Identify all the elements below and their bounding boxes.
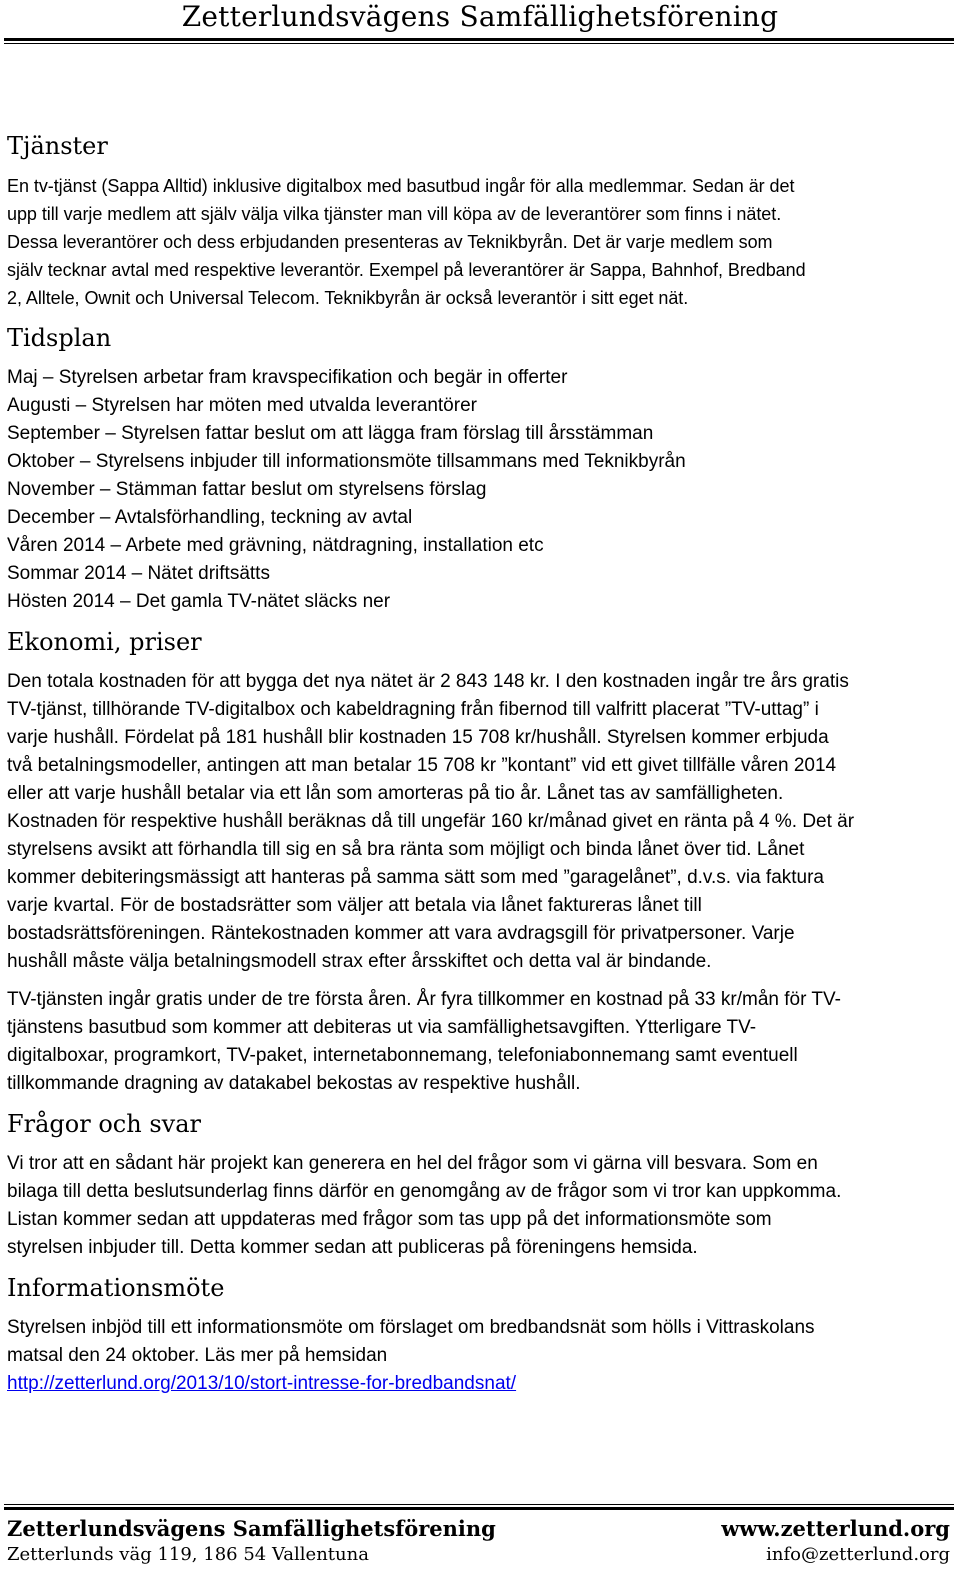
text-line: 2, Alltele, Ownit och Universal Telecom. Teknikbyrån är också leverantör i sitt eget nät. — [7, 288, 689, 308]
paragraph — [7, 668, 951, 976]
text-line: styrelsens avsikt att förhandla till sig en så bra ränta som möjligt och binda lånet över tid. Lånet — [7, 839, 805, 860]
schedule-item: Augusti – Styrelsen har möten med utvalda leverantörer — [7, 395, 477, 416]
schedule-item: Maj – Styrelsen arbetar fram kravspecifikation och begär in offerter — [7, 367, 568, 388]
article-link[interactable]: http://zetterlund.org/2013/10/stort-intresse-for-bredbandsnat/ — [7, 1373, 517, 1394]
text-line: hushåll måste välja betalningsmodell strax efter årsskiftet och detta val är bindande. — [7, 951, 712, 972]
text-line: två betalningsmodeller, antingen att man betalar 15 708 kr ”kontant” vid ett givet tillfälle våren 2014 — [7, 755, 837, 776]
section-heading: Tidsplan — [7, 324, 112, 352]
text-line: TV-tjänsten ingår gratis under de tre första åren. År fyra tillkommer en kostnad på 33 kr/mån för TV- — [7, 989, 841, 1010]
header-divider — [4, 38, 954, 41]
text-line: varje kvartal. För de bostadsrätter som väljer att betala via lånet faktureras lånet till — [7, 895, 702, 916]
text-line: kommer debiteringsmässigt att hanteras på samma sätt som med ”garagelånet”, d.v.s. via faktura — [7, 867, 824, 888]
footer-email: info@zetterlund.org — [766, 1544, 950, 1565]
text-line: styrelsen inbjuder till. Detta kommer sedan att publiceras på föreningens hemsida. — [7, 1237, 698, 1258]
document-body — [7, 128, 951, 1398]
text-line: tjänstens basutbud som kommer att debiteras ut via samfällighetsavgiften. Ytterligare TV- — [7, 1017, 757, 1038]
schedule-item: Hösten 2014 – Det gamla TV-nätet släcks ner — [7, 591, 391, 612]
schedule-item: Sommar 2014 – Nätet driftsätts — [7, 563, 270, 584]
header-title: Zetterlundsvägens Samfällighetsförening — [181, 0, 779, 33]
schedule-item: Oktober – Styrelsens inbjuder till informationsmöte tillsammans med Teknikbyrån — [7, 451, 686, 472]
footer-divider-thin — [4, 1504, 954, 1505]
header-divider-thin — [4, 43, 954, 44]
text-line: Dessa leverantörer och dess erbjudanden presenteras av Teknikbyrån. Det är varje medlem som — [7, 232, 773, 252]
text-line: eller att varje hushåll betalar via ett lån som amorteras på tio år. Lånet tas av samfälligheten. — [7, 783, 784, 804]
text-line: En tv-tjänst (Sappa Alltid) inklusive digitalbox med basutbud ingår för alla medlemmar. Sedan är det — [7, 176, 795, 196]
paragraph — [7, 1314, 951, 1398]
section-heading: Frågor och svar — [7, 1110, 201, 1138]
text-line: upp till varje medlem att själv välja vilka tjänster man vill köpa av de leverantörer som finns i nätet. — [7, 204, 782, 224]
section-heading: Tjänster — [7, 132, 108, 160]
text-line: Listan kommer sedan att uppdateras med frågor som tas upp på det informationsmöte som — [7, 1209, 772, 1230]
text-line: TV-tjänst, tillhörande TV-digitalbox och kabeldragning från fibernod till valfritt placerat ”TV-uttag” i — [7, 699, 819, 720]
paragraph — [7, 172, 951, 312]
footer-website: www.zetterlund.org — [721, 1516, 950, 1541]
text-line: själv tecknar avtal med respektive leverantör. Exempel på leverantörer är Sappa, Bahnhof, Bredband — [7, 260, 806, 280]
text-line: bostadsrättsföreningen. Räntekostnaden kommer att vara avdragsgill för privatpersoner. Varje — [7, 923, 795, 944]
text-line: matsal den 24 oktober. Läs mer på hemsidan — [7, 1345, 388, 1366]
section-tjanster — [7, 128, 951, 312]
paragraph — [7, 1150, 951, 1262]
section-heading: Informationsmöte — [7, 1274, 225, 1302]
text-line: bilaga till detta beslutsunderlag finns därför en genomgång av de frågor som vi tror kan uppkomma. — [7, 1181, 842, 1202]
schedule-item: November – Stämman fattar beslut om styrelsens förslag — [7, 479, 487, 500]
text-line: Kostnaden för respektive hushåll beräknas då till ungefär 160 kr/månad givet en ränta på 4 %. Det är — [7, 811, 855, 832]
footer-org-name: Zetterlundsvägens Samfällighetsförening — [7, 1516, 496, 1541]
text-line: Den totala kostnaden för att bygga det nya nätet är 2 843 148 kr. I den kostnaden ingår tre års gratis — [7, 671, 849, 692]
section-heading: Ekonomi, priser — [7, 628, 202, 656]
schedule-item: Våren 2014 – Arbete med grävning, nätdragning, installation etc — [7, 535, 544, 556]
section-tidsplan — [7, 320, 951, 616]
section-ekonomi — [7, 624, 951, 1098]
paragraph — [7, 986, 951, 1098]
text-line: tillkommande dragning av datakabel bekostas av respektive hushåll. — [7, 1073, 581, 1094]
schedule-item: December – Avtalsförhandling, teckning av avtal — [7, 507, 413, 528]
text-line: digitalboxar, programkort, TV-paket, internetabonnemang, telefoniabonnemang samt eventuell — [7, 1045, 798, 1066]
text-line: Vi tror att en sådant här projekt kan generera en hel del frågor som vi gärna vill besvara. Som en — [7, 1153, 818, 1174]
schedule-list — [7, 364, 951, 616]
text-line: Styrelsen inbjöd till ett informationsmöte om förslaget om bredbandsnät som hölls i Vittraskolans — [7, 1317, 815, 1338]
footer-divider — [4, 1507, 954, 1510]
text-line: varje hushåll. Fördelat på 181 hushåll blir kostnaden 15 708 kr/hushåll. Styrelsen kommer erbjuda — [7, 727, 829, 748]
section-informationsmote — [7, 1270, 951, 1398]
schedule-item: September – Styrelsen fattar beslut om att lägga fram förslag till årsstämman — [7, 423, 654, 444]
footer-address: Zetterlunds väg 119, 186 54 Vallentuna — [7, 1544, 369, 1565]
section-fragor — [7, 1106, 951, 1262]
